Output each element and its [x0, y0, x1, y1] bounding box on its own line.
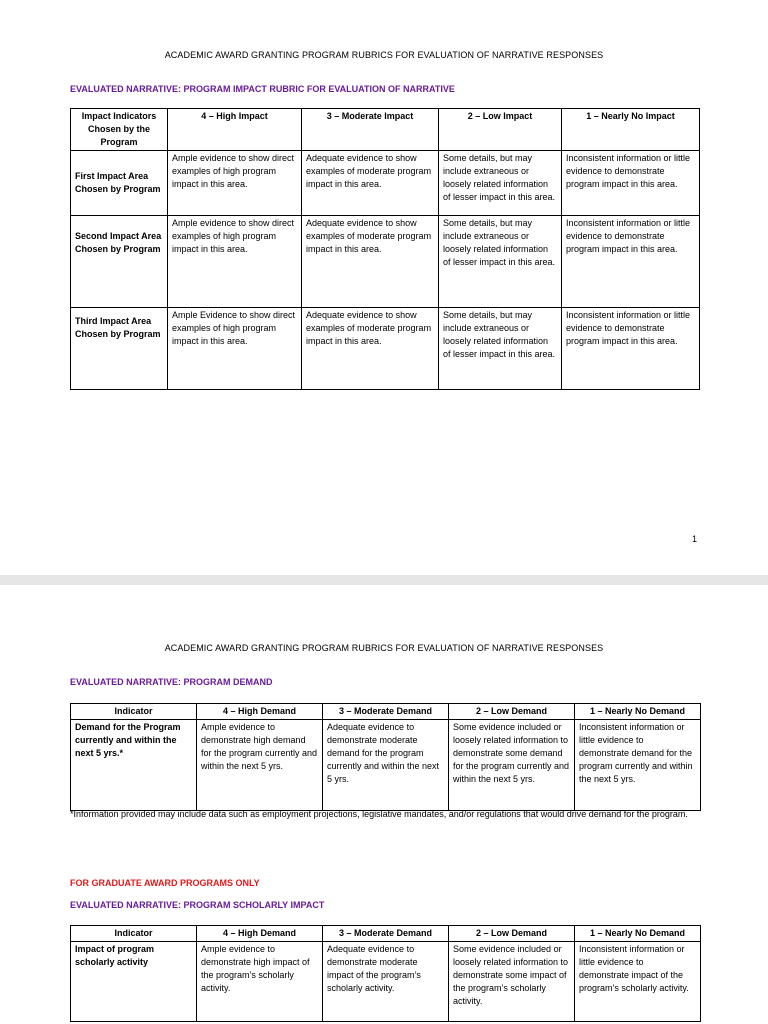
- table-cell: Inconsistent information or little evidence to demonstrate impact of the program’s scholarly activity.: [575, 942, 701, 1022]
- table-row: [71, 942, 701, 1022]
- header-nearly-none: 1 – Nearly No Impact: [562, 109, 700, 151]
- row-indicator: First Impact Area Chosen by Program: [71, 151, 168, 216]
- page-number: 1: [692, 534, 698, 544]
- scholarly-rubric-table: [70, 925, 701, 1022]
- header-high: 4 – High Demand: [197, 704, 323, 720]
- table-header-row: [71, 704, 701, 720]
- table-cell: Adequate evidence to show examples of moderate program impact in this area.: [302, 308, 439, 390]
- table-cell: Adequate evidence to show examples of moderate program impact in this area.: [302, 151, 439, 216]
- header-low: 2 – Low Impact: [439, 109, 562, 151]
- table-cell: Some evidence included or loosely related information to demonstrate some demand for the program currently and within the next 5 yrs.: [449, 720, 575, 811]
- row-indicator: Impact of program scholarly activity: [71, 942, 197, 1022]
- table-header-row: [71, 926, 701, 942]
- header-high: 4 – High Demand: [197, 926, 323, 942]
- table-cell: Inconsistent information or little evidence to demonstrate program impact in this area.: [562, 308, 700, 390]
- header-low: 2 – Low Demand: [449, 926, 575, 942]
- impact-rubric-table: [70, 108, 700, 390]
- table-cell: Ample evidence to demonstrate high demand for the program currently and within the next 5 yrs.: [197, 720, 323, 811]
- table-cell: Inconsistent information or little evidence to demonstrate program impact in this area.: [562, 151, 700, 216]
- table-cell: Some evidence included or loosely related information to demonstrate some impact of the program’s scholarly activity.: [449, 942, 575, 1022]
- table-cell: Adequate evidence to demonstrate moderate impact of the program’s scholarly activity.: [323, 942, 449, 1022]
- table-cell: Ample Evidence to show direct examples of high program impact in this area.: [168, 308, 302, 390]
- table-row: [71, 308, 700, 390]
- row-indicator: Second Impact Area Chosen by Program: [71, 216, 168, 308]
- header-indicator: Impact Indicators Chosen by the Program: [71, 109, 168, 151]
- table-row: [71, 720, 701, 811]
- table-cell: Inconsistent information or little evidence to demonstrate demand for the program currently and within the next 5 yrs.: [575, 720, 701, 811]
- page2-title: ACADEMIC AWARD GRANTING PROGRAM RUBRICS FOR EVALUATION OF NARRATIVE RESPONSES: [164, 643, 604, 653]
- page1-title: ACADEMIC AWARD GRANTING PROGRAM RUBRICS FOR EVALUATION OF NARRATIVE RESPONSES: [164, 50, 604, 60]
- header-low: 2 – Low Demand: [449, 704, 575, 720]
- table-row: [71, 151, 700, 216]
- header-moderate: 3 – Moderate Demand: [323, 926, 449, 942]
- header-indicator: Indicator: [71, 704, 197, 720]
- demand-section-label: EVALUATED NARRATIVE: PROGRAM DEMAND: [70, 677, 273, 687]
- table-cell: Ample evidence to show direct examples of high program impact in this area.: [168, 151, 302, 216]
- header-moderate: 3 – Moderate Impact: [302, 109, 439, 151]
- row-indicator: Demand for the Program currently and within the next 5 yrs.*: [71, 720, 197, 811]
- scholarly-section-label: EVALUATED NARRATIVE: PROGRAM SCHOLARLY IMPACT: [70, 900, 325, 910]
- table-row: [71, 216, 700, 308]
- header-indicator: Indicator: [71, 926, 197, 942]
- table-cell: Adequate evidence to show examples of moderate program impact in this area.: [302, 216, 439, 308]
- header-nearly-none: 1 – Nearly No Demand: [575, 704, 701, 720]
- table-header-row: [71, 109, 700, 151]
- page-separator: [0, 575, 768, 585]
- header-moderate: 3 – Moderate Demand: [323, 704, 449, 720]
- page1-section-label: EVALUATED NARRATIVE: PROGRAM IMPACT RUBRIC FOR EVALUATION OF NARRATIVE: [70, 84, 455, 94]
- table-cell: Some details, but may include extraneous or loosely related information of lesser impact in this area.: [439, 308, 562, 390]
- row-indicator: Third Impact Area Chosen by Program: [71, 308, 168, 390]
- table-cell: Some details, but may include extraneous or loosely related information of lesser impact in this area.: [439, 151, 562, 216]
- demand-rubric-table: [70, 703, 701, 811]
- table-cell: Inconsistent information or little evidence to demonstrate program impact in this area.: [562, 216, 700, 308]
- table-cell: Ample evidence to show direct examples of high program impact in this area.: [168, 216, 302, 308]
- table-cell: Adequate evidence to demonstrate moderate demand for the program currently and within the next 5 yrs.: [323, 720, 449, 811]
- demand-footnote: *Information provided may include data such as employment projections, legislative mandates, and/or regulations that would drive demand for the program.: [70, 809, 688, 819]
- table-cell: Some details, but may include extraneous or loosely related information of lesser impact in this area.: [439, 216, 562, 308]
- table-cell: Ample evidence to demonstrate high impact of the program’s scholarly activity.: [197, 942, 323, 1022]
- graduate-only-label: FOR GRADUATE AWARD PROGRAMS ONLY: [70, 878, 260, 888]
- header-high: 4 – High Impact: [168, 109, 302, 151]
- header-nearly-none: 1 – Nearly No Demand: [575, 926, 701, 942]
